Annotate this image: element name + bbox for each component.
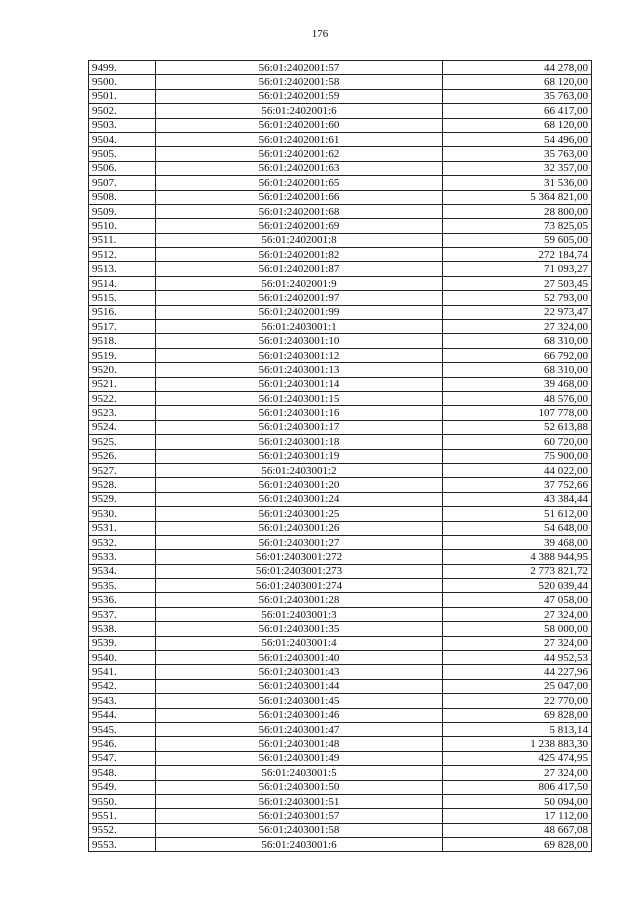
cadastral-number-cell: 56:01:2403001:45 (156, 694, 443, 708)
cadastral-value-cell: 4 388 944,95 (443, 550, 592, 564)
row-number-cell: 9512. (89, 248, 156, 262)
cadastral-value-cell: 59 605,00 (443, 233, 592, 247)
row-number-cell: 9524. (89, 420, 156, 434)
cadastral-value-cell: 44 227,96 (443, 665, 592, 679)
table-row (89, 161, 592, 175)
table-row (89, 363, 592, 377)
table-row (89, 492, 592, 506)
cadastral-value-cell: 37 752,66 (443, 478, 592, 492)
row-number-cell: 9534. (89, 564, 156, 578)
row-number-cell: 9515. (89, 291, 156, 305)
cadastral-number-cell: 56:01:2403001:24 (156, 492, 443, 506)
cadastral-number-cell: 56:01:2403001:15 (156, 391, 443, 405)
cadastral-number-cell: 56:01:2403001:19 (156, 449, 443, 463)
row-number-cell: 9546. (89, 737, 156, 751)
cadastral-value-cell: 28 800,00 (443, 204, 592, 218)
row-number-cell: 9519. (89, 348, 156, 362)
table-row (89, 722, 592, 736)
row-number-cell: 9541. (89, 665, 156, 679)
cadastral-value-cell: 25 047,00 (443, 679, 592, 693)
table-row (89, 507, 592, 521)
table-row (89, 276, 592, 290)
row-number-cell: 9521. (89, 377, 156, 391)
table-row (89, 636, 592, 650)
cadastral-value-cell: 35 763,00 (443, 147, 592, 161)
table-row (89, 233, 592, 247)
row-number-cell: 9517. (89, 320, 156, 334)
cadastral-value-cell: 68 310,00 (443, 334, 592, 348)
table-row (89, 291, 592, 305)
row-number-cell: 9532. (89, 535, 156, 549)
row-number-cell: 9523. (89, 406, 156, 420)
cadastral-number-cell: 56:01:2402001:58 (156, 75, 443, 89)
table-row (89, 651, 592, 665)
cadastral-value-cell: 69 828,00 (443, 838, 592, 852)
table-row (89, 75, 592, 89)
table-row (89, 104, 592, 118)
row-number-cell: 9503. (89, 118, 156, 132)
cadastral-value-cell: 68 120,00 (443, 75, 592, 89)
cadastral-value-cell: 107 778,00 (443, 406, 592, 420)
cadastral-number-cell: 56:01:2403001:25 (156, 507, 443, 521)
table-body (89, 61, 592, 852)
row-number-cell: 9522. (89, 391, 156, 405)
table-row (89, 737, 592, 751)
table-row (89, 219, 592, 233)
cadastral-value-cell: 47 058,00 (443, 593, 592, 607)
cadastral-value-cell: 73 825,05 (443, 219, 592, 233)
cadastral-number-cell: 56:01:2403001:28 (156, 593, 443, 607)
row-number-cell: 9547. (89, 751, 156, 765)
cadastral-value-cell: 5 813,14 (443, 722, 592, 736)
row-number-cell: 9540. (89, 651, 156, 665)
cadastral-number-cell: 56:01:2403001:1 (156, 320, 443, 334)
table-row (89, 147, 592, 161)
row-number-cell: 9535. (89, 579, 156, 593)
cadastral-value-cell: 54 648,00 (443, 521, 592, 535)
row-number-cell: 9505. (89, 147, 156, 161)
table-row (89, 190, 592, 204)
row-number-cell: 9500. (89, 75, 156, 89)
cadastral-number-cell: 56:01:2403001:27 (156, 535, 443, 549)
cadastral-value-cell: 31 536,00 (443, 176, 592, 190)
row-number-cell: 9509. (89, 204, 156, 218)
table-row (89, 463, 592, 477)
row-number-cell: 9507. (89, 176, 156, 190)
cadastral-number-cell: 56:01:2402001:59 (156, 89, 443, 103)
cadastral-value-cell: 2 773 821,72 (443, 564, 592, 578)
cadastral-value-cell: 43 384,44 (443, 492, 592, 506)
cadastral-value-cell: 52 613,88 (443, 420, 592, 434)
cadastral-number-cell: 56:01:2403001:13 (156, 363, 443, 377)
cadastral-value-cell: 44 952,53 (443, 651, 592, 665)
cadastral-value-cell: 27 324,00 (443, 636, 592, 650)
cadastral-value-cell: 68 310,00 (443, 363, 592, 377)
row-number-cell: 9513. (89, 262, 156, 276)
cadastral-number-cell: 56:01:2403001:20 (156, 478, 443, 492)
table-row (89, 89, 592, 103)
table-row (89, 521, 592, 535)
cadastral-number-cell: 56:01:2403001:3 (156, 607, 443, 621)
row-number-cell: 9520. (89, 363, 156, 377)
row-number-cell: 9528. (89, 478, 156, 492)
row-number-cell: 9516. (89, 305, 156, 319)
row-number-cell: 9551. (89, 809, 156, 823)
row-number-cell: 9511. (89, 233, 156, 247)
cadastral-number-cell: 56:01:2403001:6 (156, 838, 443, 852)
row-number-cell: 9545. (89, 722, 156, 736)
cadastral-value-cell: 68 120,00 (443, 118, 592, 132)
table-row (89, 305, 592, 319)
cadastral-number-cell: 56:01:2403001:5 (156, 766, 443, 780)
row-number-cell: 9549. (89, 780, 156, 794)
row-number-cell: 9539. (89, 636, 156, 650)
cadastral-value-cell: 51 612,00 (443, 507, 592, 521)
table-row (89, 132, 592, 146)
cadastral-number-cell: 56:01:2402001:97 (156, 291, 443, 305)
cadastral-value-cell: 66 792,00 (443, 348, 592, 362)
cadastral-value-cell: 806 417,50 (443, 780, 592, 794)
row-number-cell: 9536. (89, 593, 156, 607)
cadastral-number-cell: 56:01:2402001:69 (156, 219, 443, 233)
cadastral-value-cell: 44 278,00 (443, 61, 592, 75)
cadastral-number-cell: 56:01:2403001:40 (156, 651, 443, 665)
row-number-cell: 9533. (89, 550, 156, 564)
table-row (89, 550, 592, 564)
row-number-cell: 9529. (89, 492, 156, 506)
table-row (89, 435, 592, 449)
row-number-cell: 9543. (89, 694, 156, 708)
row-number-cell: 9538. (89, 622, 156, 636)
cadastral-number-cell: 56:01:2403001:51 (156, 794, 443, 808)
cadastral-value-cell: 48 667,08 (443, 823, 592, 837)
cadastral-number-cell: 56:01:2403001:35 (156, 622, 443, 636)
table-row (89, 564, 592, 578)
cadastral-number-cell: 56:01:2403001:49 (156, 751, 443, 765)
cadastral-value-cell: 5 364 821,00 (443, 190, 592, 204)
cadastral-value-cell: 520 039,44 (443, 579, 592, 593)
cadastral-value-cell: 48 576,00 (443, 391, 592, 405)
cadastral-number-cell: 56:01:2403001:10 (156, 334, 443, 348)
row-number-cell: 9502. (89, 104, 156, 118)
cadastral-value-cell: 32 357,00 (443, 161, 592, 175)
cadastral-value-cell: 75 900,00 (443, 449, 592, 463)
cadastral-number-cell: 56:01:2403001:26 (156, 521, 443, 535)
cadastral-value-cell: 27 324,00 (443, 320, 592, 334)
row-number-cell: 9506. (89, 161, 156, 175)
cadastral-number-cell: 56:01:2403001:43 (156, 665, 443, 679)
row-number-cell: 9527. (89, 463, 156, 477)
table-row (89, 665, 592, 679)
table-row (89, 248, 592, 262)
cadastral-number-cell: 56:01:2402001:60 (156, 118, 443, 132)
cadastral-number-cell: 56:01:2402001:9 (156, 276, 443, 290)
row-number-cell: 9514. (89, 276, 156, 290)
table-row (89, 478, 592, 492)
cadastral-value-cell: 52 793,00 (443, 291, 592, 305)
cadastral-number-cell: 56:01:2402001:68 (156, 204, 443, 218)
row-number-cell: 9501. (89, 89, 156, 103)
cadastral-number-cell: 56:01:2403001:47 (156, 722, 443, 736)
cadastral-number-cell: 56:01:2402001:87 (156, 262, 443, 276)
table-row (89, 348, 592, 362)
cadastral-number-cell: 56:01:2402001:8 (156, 233, 443, 247)
row-number-cell: 9552. (89, 823, 156, 837)
row-number-cell: 9526. (89, 449, 156, 463)
cadastral-number-cell: 56:01:2403001:16 (156, 406, 443, 420)
table-row (89, 535, 592, 549)
row-number-cell: 9518. (89, 334, 156, 348)
row-number-cell: 9530. (89, 507, 156, 521)
table-row (89, 449, 592, 463)
table-row (89, 708, 592, 722)
cadastral-value-cell: 58 000,00 (443, 622, 592, 636)
cadastral-value-cell: 22 973,47 (443, 305, 592, 319)
cadastral-number-cell: 56:01:2403001:17 (156, 420, 443, 434)
cadastral-number-cell: 56:01:2403001:273 (156, 564, 443, 578)
cadastral-value-table (88, 60, 592, 852)
row-number-cell: 9542. (89, 679, 156, 693)
table-row (89, 794, 592, 808)
cadastral-number-cell: 56:01:2403001:48 (156, 737, 443, 751)
table-row (89, 751, 592, 765)
table-row (89, 823, 592, 837)
cadastral-number-cell: 56:01:2402001:57 (156, 61, 443, 75)
table-row (89, 61, 592, 75)
row-number-cell: 9510. (89, 219, 156, 233)
table-row (89, 809, 592, 823)
cadastral-value-cell: 44 022,00 (443, 463, 592, 477)
table-row (89, 320, 592, 334)
table-row (89, 406, 592, 420)
cadastral-number-cell: 56:01:2403001:272 (156, 550, 443, 564)
cadastral-number-cell: 56:01:2402001:99 (156, 305, 443, 319)
cadastral-number-cell: 56:01:2403001:58 (156, 823, 443, 837)
row-number-cell: 9544. (89, 708, 156, 722)
row-number-cell: 9553. (89, 838, 156, 852)
cadastral-number-cell: 56:01:2403001:50 (156, 780, 443, 794)
cadastral-number-cell: 56:01:2403001:14 (156, 377, 443, 391)
cadastral-number-cell: 56:01:2403001:44 (156, 679, 443, 693)
row-number-cell: 9499. (89, 61, 156, 75)
table-row (89, 204, 592, 218)
table-row (89, 262, 592, 276)
table-row (89, 118, 592, 132)
table-row (89, 334, 592, 348)
table-row (89, 622, 592, 636)
table-row (89, 593, 592, 607)
cadastral-value-cell: 66 417,00 (443, 104, 592, 118)
cadastral-number-cell: 56:01:2403001:18 (156, 435, 443, 449)
cadastral-number-cell: 56:01:2402001:82 (156, 248, 443, 262)
row-number-cell: 9504. (89, 132, 156, 146)
row-number-cell: 9525. (89, 435, 156, 449)
cadastral-number-cell: 56:01:2403001:12 (156, 348, 443, 362)
cadastral-value-cell: 22 770,00 (443, 694, 592, 708)
cadastral-value-cell: 71 093,27 (443, 262, 592, 276)
cadastral-value-cell: 425 474,95 (443, 751, 592, 765)
cadastral-value-cell: 27 324,00 (443, 607, 592, 621)
cadastral-value-cell: 27 503,45 (443, 276, 592, 290)
cadastral-value-cell: 54 496,00 (443, 132, 592, 146)
cadastral-number-cell: 56:01:2403001:2 (156, 463, 443, 477)
cadastral-number-cell: 56:01:2402001:62 (156, 147, 443, 161)
cadastral-number-cell: 56:01:2403001:46 (156, 708, 443, 722)
cadastral-value-cell: 1 238 883,30 (443, 737, 592, 751)
table-row (89, 766, 592, 780)
row-number-cell: 9531. (89, 521, 156, 535)
row-number-cell: 9548. (89, 766, 156, 780)
cadastral-number-cell: 56:01:2403001:274 (156, 579, 443, 593)
cadastral-number-cell: 56:01:2402001:66 (156, 190, 443, 204)
table-row (89, 391, 592, 405)
table-row (89, 377, 592, 391)
cadastral-number-cell: 56:01:2402001:61 (156, 132, 443, 146)
row-number-cell: 9508. (89, 190, 156, 204)
row-number-cell: 9550. (89, 794, 156, 808)
cadastral-value-cell: 272 184,74 (443, 248, 592, 262)
cadastral-value-cell: 35 763,00 (443, 89, 592, 103)
table-row (89, 679, 592, 693)
cadastral-number-cell: 56:01:2403001:57 (156, 809, 443, 823)
table-row (89, 780, 592, 794)
page-number: 176 (311, 28, 329, 40)
table-row (89, 694, 592, 708)
table-row (89, 579, 592, 593)
cadastral-number-cell: 56:01:2402001:6 (156, 104, 443, 118)
row-number-cell: 9537. (89, 607, 156, 621)
table-row (89, 420, 592, 434)
cadastral-value-cell: 39 468,00 (443, 377, 592, 391)
cadastral-value-cell: 39 468,00 (443, 535, 592, 549)
table-row (89, 176, 592, 190)
cadastral-value-cell: 69 828,00 (443, 708, 592, 722)
cadastral-number-cell: 56:01:2403001:4 (156, 636, 443, 650)
cadastral-value-cell: 50 094,00 (443, 794, 592, 808)
cadastral-value-cell: 60 720,00 (443, 435, 592, 449)
table-row (89, 838, 592, 852)
cadastral-number-cell: 56:01:2402001:65 (156, 176, 443, 190)
cadastral-number-cell: 56:01:2402001:63 (156, 161, 443, 175)
cadastral-value-cell: 27 324,00 (443, 766, 592, 780)
cadastral-value-cell: 17 112,00 (443, 809, 592, 823)
table-row (89, 607, 592, 621)
